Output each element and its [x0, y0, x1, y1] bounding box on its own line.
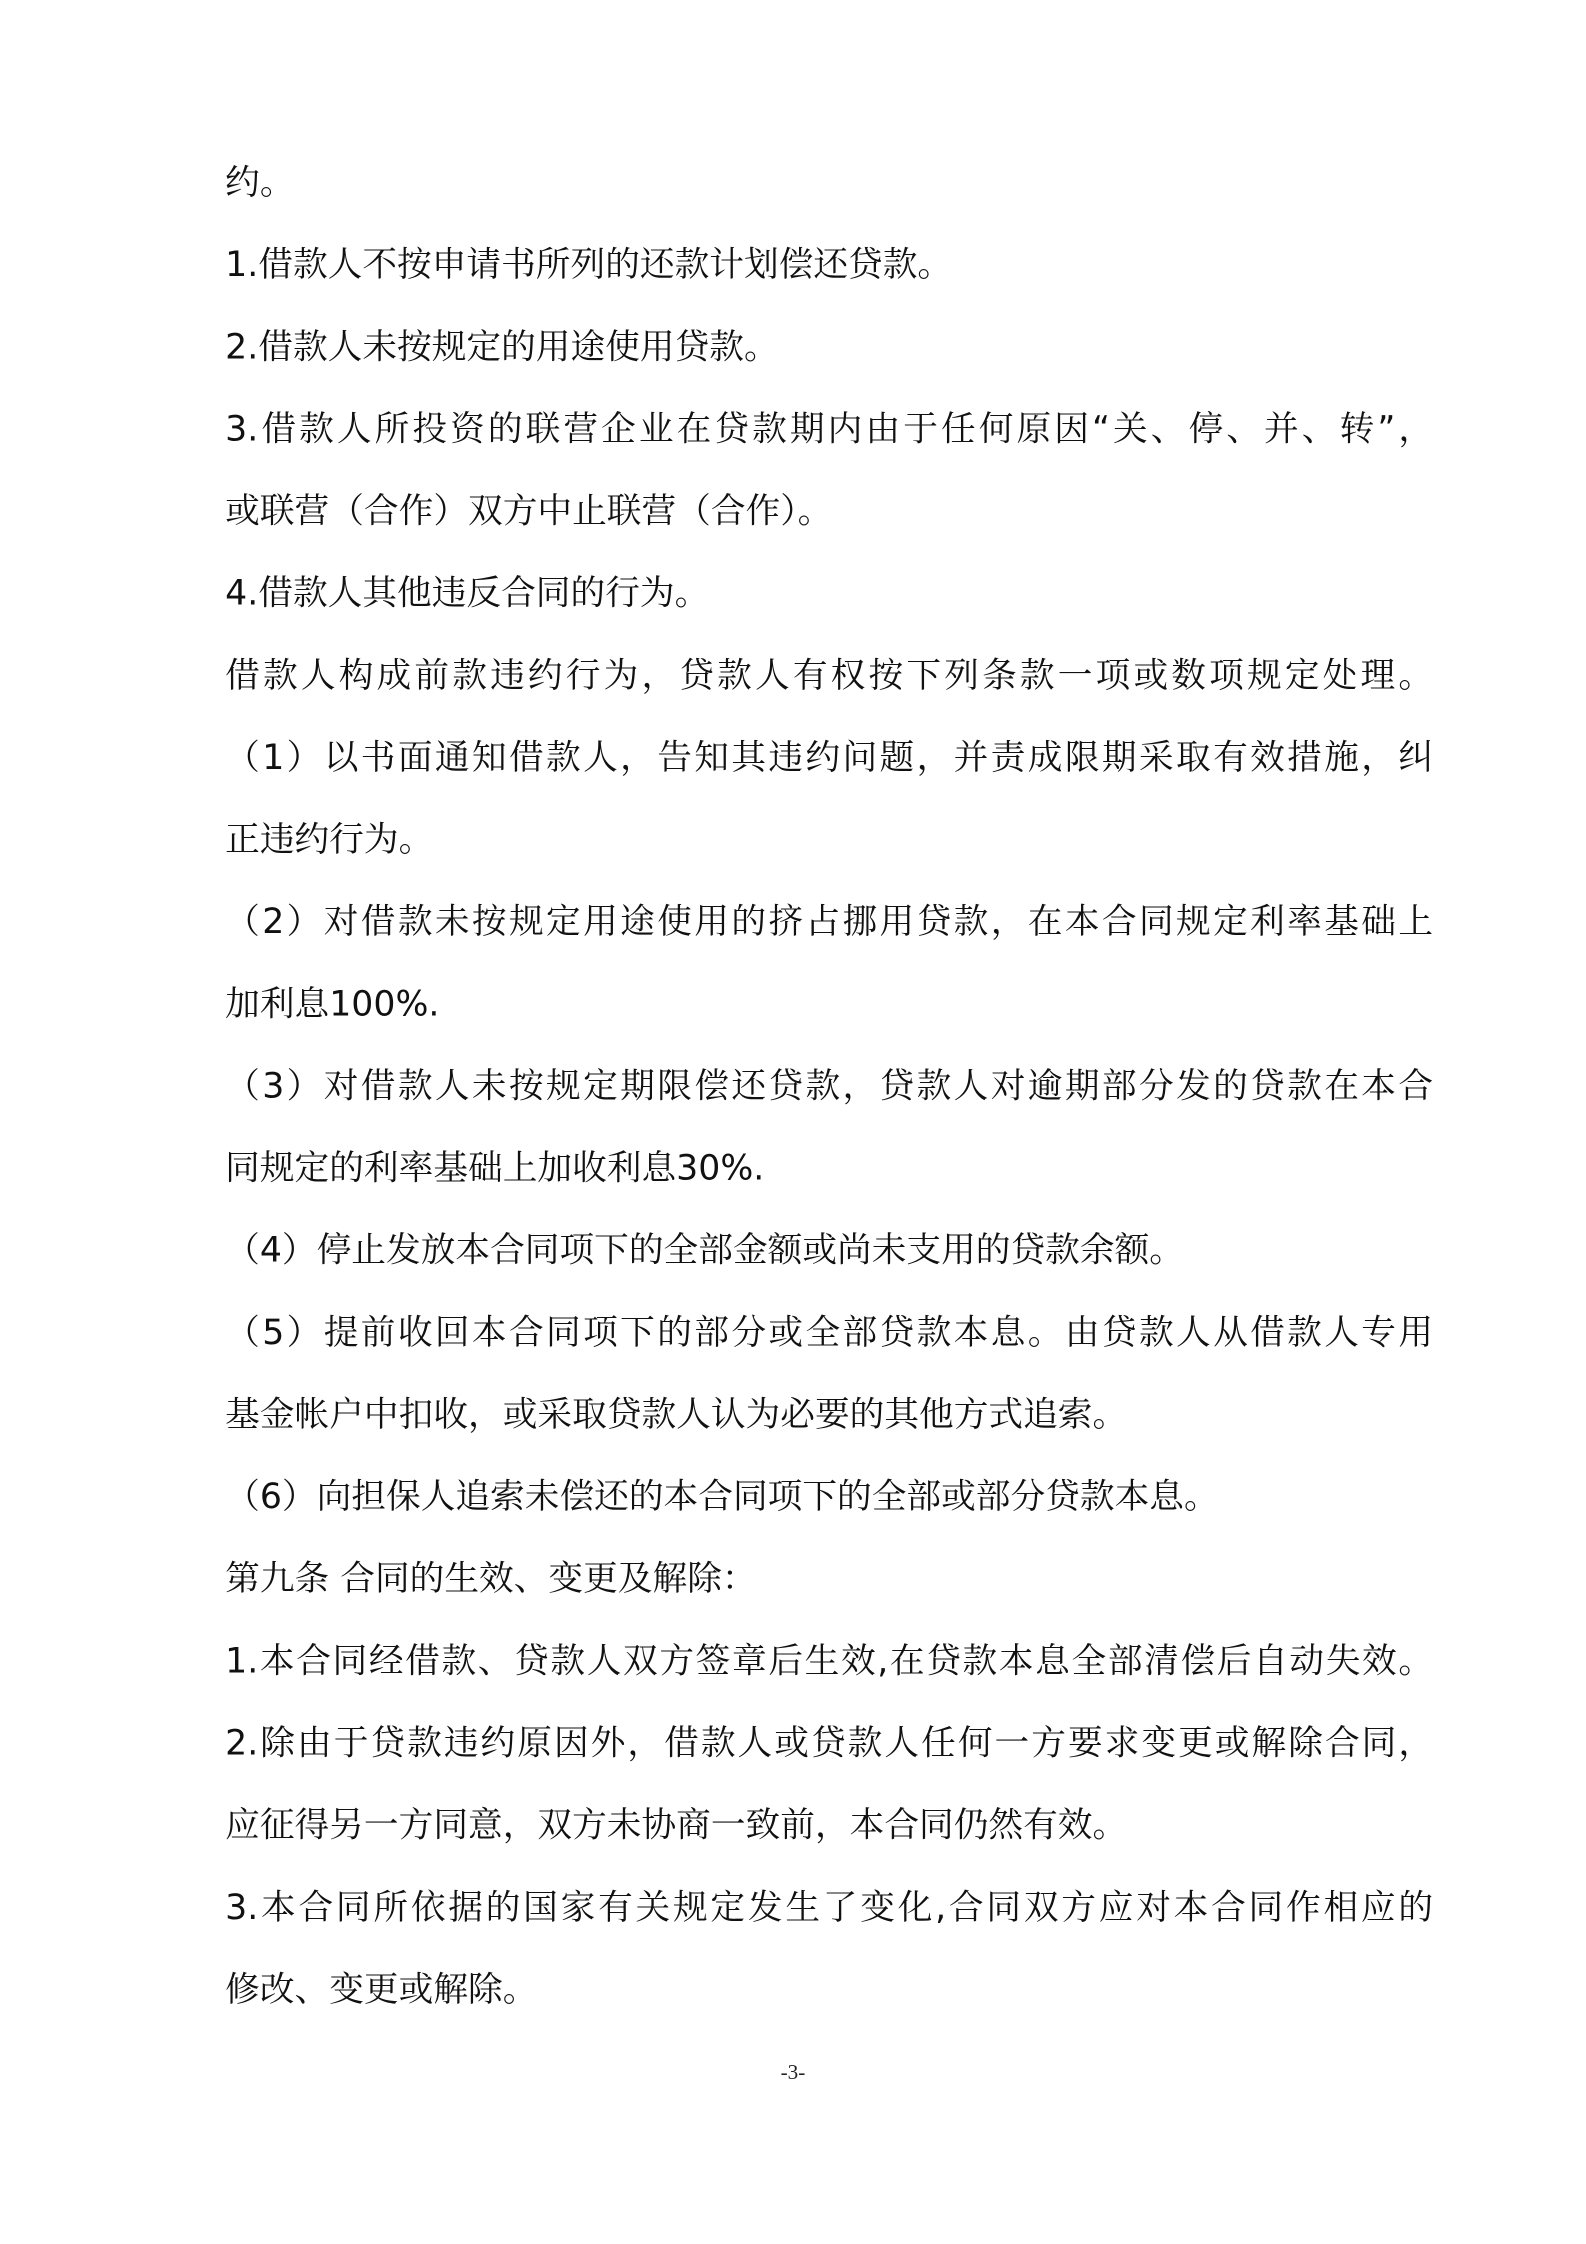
text-line: 4.借款人其他违反合同的行为。	[225, 572, 710, 614]
text-line: 同规定的利率基础上加收利息30%.	[225, 1147, 765, 1189]
text-line: 基金帐户中扣收，或采取贷款人认为必要的其他方式追索。	[225, 1393, 1128, 1435]
text-line: 或联营（合作）双方中止联营（合作）。	[225, 489, 833, 532]
text-line: 3.本合同所依据的国家有关规定发生了变化,合同双方应对本合同作相应的	[225, 1886, 1434, 1928]
text-line: 正违约行为。	[225, 818, 434, 860]
text-line: 应征得另一方同意，双方未协商一致前，本合同仍然有效。	[225, 1804, 1128, 1846]
text-line: 加利息100%.	[225, 982, 440, 1024]
section-heading: 第九条 合同的生效、变更及解除：	[225, 1557, 757, 1599]
text-line: （3）对借款人未按规定期限偿还贷款，贷款人对逾期部分发的贷款在本合	[225, 1064, 1434, 1106]
text-line: 借款人构成前款违约行为，贷款人有权按下列条款一项或数项规定处理。	[225, 654, 1434, 696]
text-line: （5）提前收回本合同项下的部分或全部贷款本息。由贷款人从借款人专用	[225, 1311, 1434, 1353]
text-line: 1.本合同经借款、贷款人双方签章后生效,在贷款本息全部清偿后自动失效。	[225, 1639, 1434, 1681]
text-line: （1）以书面通知借款人，告知其违约问题，并责成限期采取有效措施，纠	[225, 736, 1434, 778]
text-line: 约。	[225, 161, 295, 203]
text-line: 3.借款人所投资的联营企业在贷款期内由于任何原因“关、停、并、转”，	[225, 407, 1434, 449]
text-line: （2）对借款未按规定用途使用的挤占挪用贷款，在本合同规定利率基础上	[225, 900, 1434, 942]
text-line: 2.除由于贷款违约原因外，借款人或贷款人任何一方要求变更或解除合同，	[225, 1721, 1434, 1764]
text-line: （6）向担保人追索未偿还的本合同项下的全部或部分贷款本息。	[225, 1475, 1219, 1517]
text-line: （4）停止发放本合同项下的全部金额或尚未支用的贷款余额。	[225, 1229, 1184, 1271]
text-line: 2.借款人未按规定的用途使用贷款。	[225, 325, 779, 367]
text-line: 修改、变更或解除。	[225, 1968, 538, 2010]
text-line: 1.借款人不按申请书所列的还款计划偿还贷款。	[225, 243, 953, 285]
page-number: -3-	[780, 2061, 806, 2085]
